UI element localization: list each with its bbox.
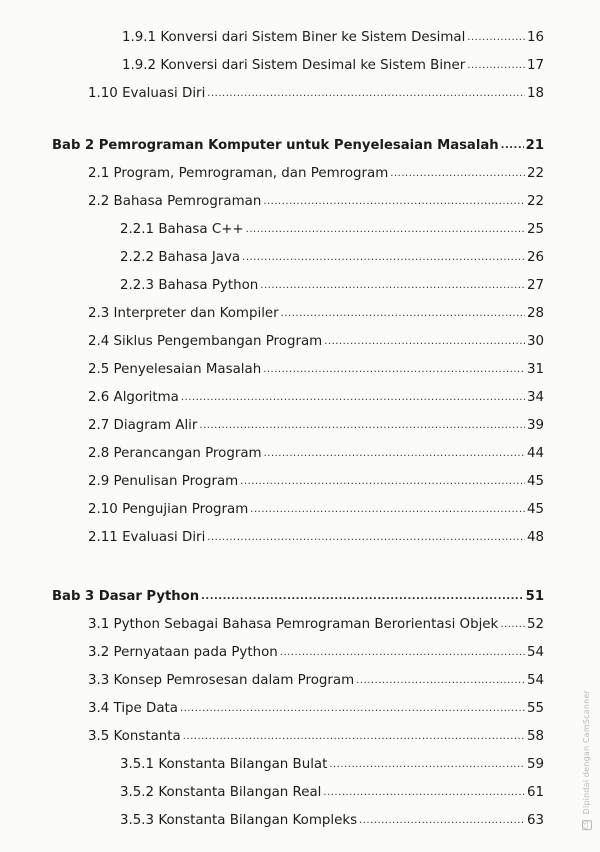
toc-entry-2-2-1 bbox=[120, 221, 544, 238]
toc-entry-page: 58 bbox=[526, 729, 544, 744]
toc-entry-label: 3.5.1 Konstanta Bilangan Bulat bbox=[120, 757, 328, 772]
toc-entry-label: 2.8 Perancangan Program bbox=[88, 446, 262, 461]
toc-entry-2-8 bbox=[88, 445, 544, 462]
toc-entry-page: 45 bbox=[526, 502, 544, 517]
toc-entry-label: 2.9 Penulisan Program bbox=[88, 474, 239, 489]
toc-entry-label: 3.3 Konsep Pemrosesan dalam Program bbox=[88, 673, 355, 688]
toc-chapter-2 bbox=[52, 137, 544, 154]
toc-entry-1-9-2 bbox=[122, 57, 544, 74]
camscanner-icon: CS bbox=[583, 820, 590, 830]
toc-entry-label: 2.4 Siklus Pengembangan Program bbox=[88, 334, 323, 349]
toc-entry-3-5-2 bbox=[120, 784, 544, 801]
toc-entry-label: 3.5.3 Konstanta Bilangan Kompleks bbox=[120, 813, 358, 828]
toc-entry-page: 27 bbox=[526, 278, 544, 293]
dot-leader bbox=[356, 676, 525, 686]
toc-entry-label: 2.2 Bahasa Pemrograman bbox=[88, 194, 262, 209]
toc-entry-page: 22 bbox=[526, 194, 544, 209]
toc-entry-2-11 bbox=[88, 529, 544, 546]
toc-entry-label: 2.10 Pengujian Program bbox=[88, 502, 249, 517]
toc-entry-page: 54 bbox=[526, 645, 544, 660]
dot-leader bbox=[390, 169, 525, 179]
toc-entry-2-2 bbox=[88, 193, 544, 210]
dot-leader bbox=[324, 337, 525, 347]
toc-entry-label: 1.9.2 Konversi dari Sistem Desimal ke Sistem Biner bbox=[122, 58, 466, 73]
toc-entry-label: 2.2.3 Bahasa Python bbox=[120, 278, 259, 293]
toc-entry-page: 25 bbox=[526, 222, 544, 237]
toc-entry-page: 54 bbox=[526, 673, 544, 688]
toc-entry-label: 1.10 Evaluasi Diri bbox=[88, 86, 206, 101]
toc-entry-3-2 bbox=[88, 644, 544, 661]
dot-leader bbox=[264, 449, 525, 459]
dot-leader bbox=[242, 253, 525, 263]
toc-entry-1-10 bbox=[88, 85, 544, 102]
toc-entry-page: 22 bbox=[526, 166, 544, 181]
toc-chapter-label: Bab 3 Dasar Python bbox=[52, 589, 200, 604]
toc-entry-page: 59 bbox=[526, 757, 544, 772]
dot-leader bbox=[263, 197, 525, 207]
toc-entry-3-5 bbox=[88, 728, 544, 745]
toc-entry-page: 18 bbox=[526, 86, 544, 101]
toc-entry-2-2-3 bbox=[120, 277, 544, 294]
toc-entry-page: 16 bbox=[526, 30, 544, 45]
dot-leader bbox=[500, 620, 525, 630]
dot-leader bbox=[180, 704, 525, 714]
toc-entry-3-5-1 bbox=[120, 756, 544, 773]
toc-entry-2-5 bbox=[88, 361, 544, 378]
dot-leader bbox=[263, 365, 525, 375]
toc-entry-page: 55 bbox=[526, 701, 544, 716]
toc-entry-label: 2.7 Diagram Alir bbox=[88, 418, 198, 433]
toc-entry-label: 2.3 Interpreter dan Kompiler bbox=[88, 306, 279, 321]
toc-entry-2-3 bbox=[88, 305, 544, 322]
toc-entry-page: 39 bbox=[526, 418, 544, 433]
toc-entry-page: 34 bbox=[526, 390, 544, 405]
dot-leader bbox=[280, 648, 525, 658]
dot-leader bbox=[467, 33, 525, 43]
toc-chapter-3 bbox=[52, 588, 544, 605]
toc-entry-page: 44 bbox=[526, 446, 544, 461]
scanner-watermark-text: Dipindai dengan CamScanner bbox=[582, 690, 591, 815]
toc-entry-page: 52 bbox=[526, 617, 544, 632]
toc-entry-label: 2.11 Evaluasi Diri bbox=[88, 530, 206, 545]
dot-leader bbox=[329, 760, 525, 770]
toc-entry-3-4 bbox=[88, 700, 544, 717]
toc-entry-page: 26 bbox=[526, 250, 544, 265]
toc-entry-2-2-2 bbox=[120, 249, 544, 266]
dot-leader bbox=[183, 732, 525, 742]
toc-entry-label: 3.2 Pernyataan pada Python bbox=[88, 645, 278, 660]
dot-leader bbox=[207, 533, 525, 543]
dot-leader bbox=[181, 393, 525, 403]
toc-entry-label: 2.1 Program, Pemrograman, dan Pemrogram bbox=[88, 166, 389, 181]
dot-leader bbox=[201, 592, 524, 602]
dot-leader bbox=[281, 309, 525, 319]
toc-entry-label: 3.1 Python Sebagai Bahasa Pemrograman Berorientasi Objek bbox=[88, 617, 499, 632]
toc-entry-3-1 bbox=[88, 616, 544, 633]
toc-chapter-page: 51 bbox=[525, 589, 544, 604]
dot-leader bbox=[260, 281, 525, 291]
toc-entry-label: 2.2.1 Bahasa C++ bbox=[120, 222, 244, 237]
toc-entry-label: 3.5.2 Konstanta Bilangan Real bbox=[120, 785, 322, 800]
dot-leader bbox=[323, 788, 525, 798]
toc-entry-label: 2.6 Algoritma bbox=[88, 390, 179, 405]
toc-entry-page: 48 bbox=[526, 530, 544, 545]
dot-leader bbox=[240, 477, 525, 487]
dot-leader bbox=[207, 89, 525, 99]
toc-entry-label: 2.2.2 Bahasa Java bbox=[120, 250, 241, 265]
toc-entry-2-7 bbox=[88, 417, 544, 434]
toc-entry-page: 30 bbox=[526, 334, 544, 349]
toc-entry-page: 31 bbox=[526, 362, 544, 377]
toc-entry-label: 1.9.1 Konversi dari Sistem Biner ke Sistem Desimal bbox=[122, 30, 466, 45]
toc-entry-2-1 bbox=[88, 165, 544, 182]
toc-chapter-label: Bab 2 Pemrograman Komputer untuk Penyelesaian Masalah bbox=[52, 138, 499, 153]
toc-entry-label: 3.5 Konstanta bbox=[88, 729, 181, 744]
dot-leader bbox=[250, 505, 525, 515]
toc-entry-label: 2.5 Penyelesaian Masalah bbox=[88, 362, 262, 377]
toc-entry-page: 63 bbox=[526, 813, 544, 828]
dot-leader bbox=[501, 141, 524, 151]
toc-entry-2-4 bbox=[88, 333, 544, 350]
dot-leader bbox=[467, 61, 525, 71]
dot-leader bbox=[199, 421, 525, 431]
toc-entry-2-9 bbox=[88, 473, 544, 490]
toc-entry-page: 28 bbox=[526, 306, 544, 321]
dot-leader bbox=[246, 225, 525, 235]
toc-entry-page: 61 bbox=[526, 785, 544, 800]
toc-chapter-page: 21 bbox=[525, 138, 544, 153]
toc-entry-2-6 bbox=[88, 389, 544, 406]
dot-leader bbox=[359, 816, 525, 826]
toc-entry-page: 45 bbox=[526, 474, 544, 489]
toc-entry-label: 3.4 Tipe Data bbox=[88, 701, 179, 716]
toc-entry-page: 17 bbox=[526, 58, 544, 73]
toc-entry-3-3 bbox=[88, 672, 544, 689]
toc-entry-2-10 bbox=[88, 501, 544, 518]
scanner-watermark bbox=[582, 690, 592, 830]
toc-entry-1-9-1 bbox=[122, 29, 544, 46]
toc-entry-3-5-3 bbox=[120, 812, 544, 829]
